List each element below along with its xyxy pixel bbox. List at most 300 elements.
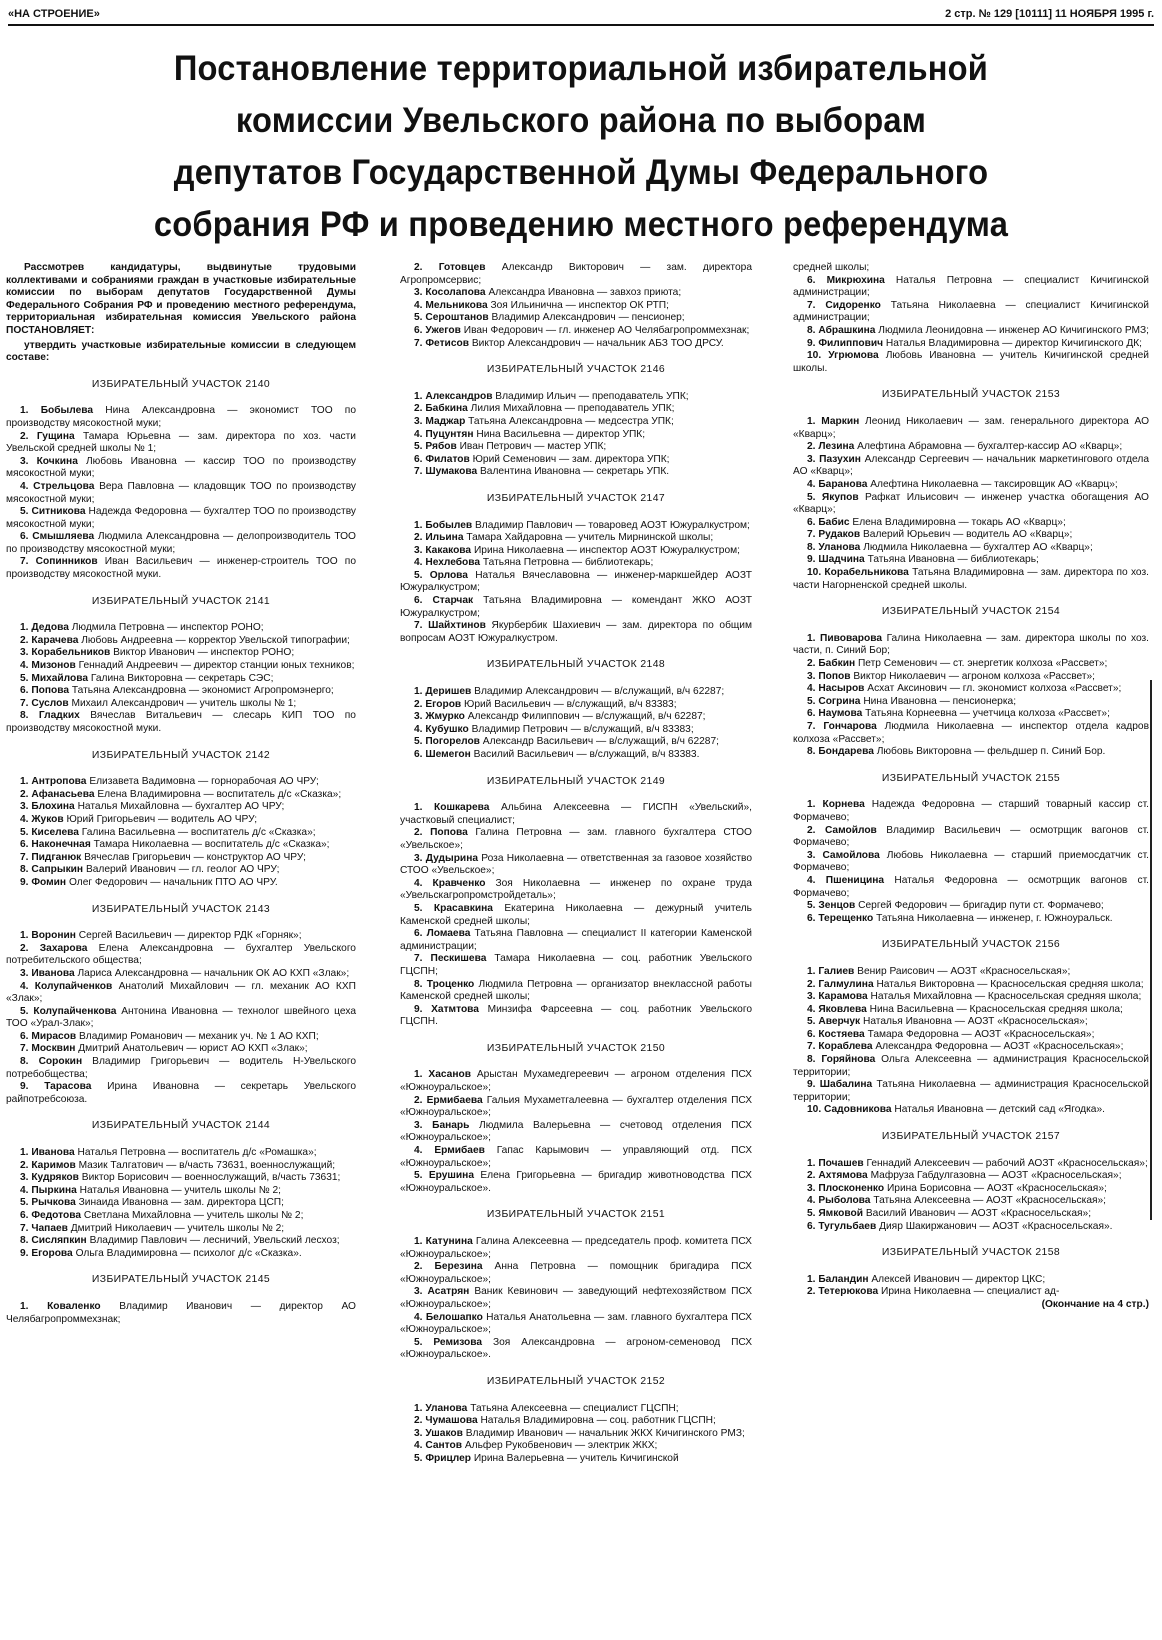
member-entry	[400, 1440, 752, 1453]
member-number: 4.	[807, 683, 816, 695]
member-entry	[6, 660, 356, 673]
member-entry	[6, 647, 356, 660]
member-details: Татьяна Алексеевна — АОЗТ «Красносельская»;	[873, 1195, 1107, 1207]
member-surname: Мирасов	[31, 1030, 77, 1042]
precinct-heading: ИЗБИРАТЕЛЬНЫЙ УЧАСТОК 2141	[91, 595, 271, 607]
member-surname: Ситникова	[31, 506, 86, 518]
member-surname: Шайхтинов	[428, 620, 486, 632]
member-entry	[793, 338, 1149, 351]
member-number: 3.	[414, 711, 423, 723]
member-details: Михаил Александрович — учитель школы № 1;	[71, 697, 297, 709]
member-details: Сергей Васильевич — директор РДК «Горняк»;	[78, 930, 302, 942]
member-details: Галина Николаевна — зам. директора школы по хоз. части, п. Синий Бор;	[793, 632, 1149, 657]
member-number: 9.	[807, 1079, 816, 1091]
member-entry	[400, 403, 752, 416]
member-surname: Ахтямова	[818, 1170, 868, 1182]
member-number: 5.	[20, 826, 29, 838]
member-entry	[400, 1069, 752, 1094]
member-details: Наталья Вячеславовна — инженер-маркшейдер АОЗТ Южуралкустром;	[400, 569, 752, 594]
member-details: Роза Николаевна — ответственная за газовое хозяйство СТОО «Увельское»;	[400, 852, 752, 877]
member-entry	[6, 1056, 356, 1081]
member-details: Татьяна Петровна — библиотекарь;	[482, 557, 654, 569]
headline-line: депутатов Государственной Думы Федерального	[173, 152, 989, 192]
member-details: Нина Васильевна — Красносельская средняя школа;	[869, 1003, 1123, 1015]
member-entry	[793, 350, 1149, 375]
member-surname: Асатрян	[427, 1286, 470, 1298]
member-details: Александр Васильевич — в/служащий, в/ч 62287;	[482, 736, 719, 748]
member-number: 4.	[414, 428, 423, 440]
member-surname: Хасанов	[428, 1069, 471, 1081]
member-surname: Стрельцова	[33, 480, 95, 492]
member-number: 10.	[807, 1104, 822, 1116]
member-number: 9.	[807, 337, 816, 349]
member-entry	[6, 1043, 356, 1056]
member-surname: Пыркина	[31, 1184, 77, 1196]
member-number: 1.	[807, 799, 816, 811]
member-entry	[793, 1221, 1149, 1234]
member-number: 1.	[20, 930, 29, 942]
member-surname: Киселева	[31, 826, 79, 838]
member-details: Наталья Владимировна — соц. работник ГЦСПН;	[480, 1415, 716, 1427]
member-details: Ирина Николаевна — специалист ад-	[881, 1286, 1060, 1298]
member-details: Татьяна Владимировна — зам. директора по хоз. части Нагорненской средней школы.	[793, 567, 1149, 591]
member-number: 5.	[807, 491, 816, 503]
member-number: 6.	[414, 749, 423, 760]
member-number: 4.	[20, 1184, 29, 1196]
member-details: Любовь Андреевна — корректор Увельской типографии;	[81, 634, 350, 646]
member-entry	[400, 878, 752, 903]
member-entry	[400, 903, 752, 928]
member-surname: Чумашова	[425, 1415, 478, 1427]
member-details: Валерий Юрьевич — водитель АО «Кварц»;	[862, 529, 1073, 541]
member-entry	[6, 1081, 356, 1106]
member-entry	[6, 814, 356, 827]
member-entry	[6, 405, 356, 430]
member-details: Ольга Владимировна — психолог д/с «Сказка».	[75, 1247, 302, 1259]
member-number: 1.	[807, 1157, 816, 1169]
member-details: Надежда Федоровна — бухгалтер ТОО по производству мясокостной муки;	[6, 506, 356, 530]
member-number: 8.	[414, 978, 423, 990]
member-details: Дияр Шакиржанович — АОЗТ «Красносельская».	[879, 1220, 1113, 1232]
member-surname: Кочкина	[36, 455, 78, 467]
member-surname: Садовникова	[824, 1104, 892, 1116]
member-surname: Москвин	[31, 1043, 76, 1055]
member-number: 3.	[414, 544, 423, 556]
member-surname: Ермибаев	[434, 1145, 485, 1157]
precinct-heading: ИЗБИРАТЕЛЬНЫЙ УЧАСТОК 2146	[486, 364, 666, 376]
member-details: Зоя Николаевна — инженер по охране труда «Увельскагропромстройдеталь»;	[400, 877, 752, 902]
member-surname: Иванова	[31, 967, 75, 979]
member-entry	[793, 529, 1149, 542]
member-details: Екатерина Николаевна — дежурный учитель Каменской средней школы;	[400, 902, 752, 927]
member-surname: Карачева	[31, 634, 79, 646]
member-details: Владимир Григорьевич — водитель Н-Увельского потребобщества;	[6, 1056, 356, 1080]
member-details: Наталья Петровна — воспитатель д/с «Ромашка»;	[77, 1147, 317, 1159]
member-entry	[400, 1236, 752, 1261]
member-entry	[793, 492, 1149, 517]
member-entry	[793, 658, 1149, 671]
member-entry	[6, 1147, 356, 1160]
member-entry	[400, 338, 752, 351]
member-details: Елена Александровна — бухгалтер Увельского потребительского общества;	[6, 942, 356, 967]
member-number: 5.	[414, 1170, 423, 1182]
member-details: Владимир Ильич — преподаватель УПК;	[495, 390, 689, 402]
member-entry	[793, 517, 1149, 530]
member-number: 8.	[20, 1235, 29, 1247]
member-number: 7.	[807, 1041, 816, 1053]
member-number: 2.	[807, 658, 816, 670]
member-details: Любовь Викторовна — фельдшер п. Синий Бор.	[876, 746, 1106, 758]
member-details: Гапас Карымович — управляющий отд. ПСХ «Южноуральское»;	[400, 1145, 752, 1169]
member-entry	[400, 557, 752, 570]
member-details: Иван Петрович — мастер УПК;	[459, 441, 607, 453]
member-surname: Бобылева	[40, 405, 94, 417]
member-number: 2.	[20, 430, 29, 442]
member-entry	[6, 1185, 356, 1198]
precinct-heading: ИЗБИРАТЕЛЬНЫЙ УЧАСТОК 2148	[486, 659, 666, 671]
member-entry	[6, 506, 356, 531]
member-entry	[6, 827, 356, 840]
member-entry	[400, 1095, 752, 1120]
member-surname: Орлова	[429, 569, 468, 581]
member-number: 9.	[20, 1247, 29, 1259]
member-details: Галина Алексеевна — председатель проф. комитета ПСХ «Южноуральское»;	[400, 1236, 752, 1260]
member-surname: Бабкин	[818, 658, 856, 670]
member-surname: Галмулина	[818, 978, 874, 990]
member-entry	[793, 966, 1149, 979]
member-number: 1.	[807, 965, 816, 977]
member-number: 2.	[414, 1261, 423, 1273]
member-surname: Старчак	[432, 595, 474, 607]
member-surname: Ямковой	[818, 1208, 864, 1219]
precinct-heading: ИЗБИРАТЕЛЬНЫЙ УЧАСТОК 2156	[881, 939, 1061, 951]
member-number: 3.	[807, 991, 816, 1003]
member-entry	[6, 1210, 356, 1223]
member-entry	[400, 312, 752, 325]
member-entry	[400, 441, 752, 454]
member-entry	[6, 622, 356, 635]
issue-line: 2 стр. № 129 [10111] 11 НОЯБРЯ 1995 г.	[945, 8, 1154, 20]
member-surname: Пуцунтян	[425, 428, 474, 440]
member-number: 3.	[20, 455, 29, 467]
member-entry	[400, 532, 752, 545]
member-number: 3.	[20, 967, 29, 979]
member-entry	[793, 708, 1149, 721]
member-details: Владимир Александрович — в/служащий, в/ч 62287;	[474, 686, 725, 698]
member-number: 3.	[807, 849, 816, 861]
member-surname: Горяйнова	[821, 1054, 876, 1066]
precinct-heading: ИЗБИРАТЕЛЬНЫЙ УЧАСТОК 2147	[486, 492, 666, 504]
member-number: 3.	[414, 852, 423, 864]
member-number: 5.	[20, 506, 29, 518]
member-details: Владимир Васильевич — осмотрщик вагонов ст. Формачево;	[793, 824, 1149, 849]
member-entry	[6, 1006, 356, 1031]
member-surname: Блохина	[31, 801, 75, 813]
member-number: 5.	[20, 672, 29, 684]
member-surname: Афанасьева	[31, 788, 95, 800]
member-entry	[793, 875, 1149, 900]
member-number: 8.	[807, 746, 816, 758]
member-details: Наталья Владимировна — директор Кичигинского ДК;	[885, 337, 1142, 349]
member-surname: Сидоренко	[825, 299, 881, 311]
member-entry	[6, 1197, 356, 1210]
member-entry	[793, 721, 1149, 746]
member-entry	[400, 1261, 752, 1286]
member-details: Геннадий Андреевич — директор станции юных техников;	[78, 660, 355, 672]
precinct-heading: ИЗБИРАТЕЛЬНЫЙ УЧАСТОК 2142	[91, 749, 271, 761]
member-details: Виктор Борисович — военнослужащий, в/часть 73631;	[81, 1172, 341, 1184]
member-surname: Самойлова	[822, 849, 880, 861]
member-entry	[400, 724, 752, 737]
member-details: Альфер Рукобвенович — электрик ЖКХ;	[464, 1440, 658, 1452]
member-surname: Шемегон	[425, 749, 471, 760]
member-entry	[793, 799, 1149, 824]
member-details: Светлана Михайловна — учитель школы № 2;	[83, 1210, 304, 1221]
precinct-heading: ИЗБИРАТЕЛЬНЫЙ УЧАСТОК 2158	[881, 1247, 1061, 1259]
member-surname: Гончарова	[823, 721, 877, 732]
member-details: Любовь Николаевна — старший приемосдатчик ст. Формачево;	[793, 849, 1149, 874]
member-number: 1.	[20, 622, 29, 634]
member-surname: Мельникова	[425, 299, 488, 311]
member-entry	[6, 710, 356, 735]
member-surname: Кудряков	[31, 1172, 79, 1184]
member-number: 4.	[414, 723, 423, 735]
member-entry	[400, 749, 752, 762]
member-details: Зоя Ильинична — инспектор ОК РТП;	[490, 299, 669, 311]
member-number: 3.	[414, 415, 423, 427]
member-entry	[6, 685, 356, 698]
precinct-heading: ИЗБИРАТЕЛЬНЫЙ УЧАСТОК 2140	[91, 378, 271, 390]
member-surname: Пазухин	[819, 453, 861, 465]
member-details: Александр Сергеевич — начальник маркетингового отдела АО «Кварц»;	[793, 453, 1149, 478]
member-details: Ваник Кевинович — заведующий нефтехозяйством ПСХ «Южноуральское»;	[400, 1286, 752, 1310]
member-number: 9.	[20, 876, 29, 888]
member-details: Людмила Валерьевна — счетовод отделения ПСХ «Южноуральское»;	[400, 1119, 752, 1144]
member-entry	[6, 1248, 356, 1261]
member-details: Василий Иванович — АОЗТ «Красносельская»;	[865, 1208, 1092, 1219]
member-surname: Фомин	[31, 876, 67, 888]
member-number: 8.	[20, 1056, 29, 1068]
member-surname: Кошкарева	[434, 802, 490, 814]
member-entry	[793, 1170, 1149, 1183]
member-details: Татьяна Владимировна — комендант ЖКО АОЗТ Южуралкустром;	[400, 595, 752, 619]
member-surname: Воронин	[31, 930, 76, 942]
member-details: Людмила Петровна — инспектор РОНО;	[71, 622, 264, 634]
member-details: Анна Петровна — помощник бригадира ПСХ «Южноуральское»;	[400, 1261, 752, 1285]
member-details: Владимир Петрович — в/служащий, в/ч 83383;	[471, 723, 694, 735]
member-entry	[793, 1041, 1149, 1054]
member-details: Наталья Федоровна — осмотрщик вагонов ст. Формачево;	[793, 874, 1149, 899]
member-details: Василий Васильевич — в/служащий, в/ч 83383.	[473, 749, 700, 760]
member-details: Вера Павловна — кладовщик ТОО по производству мясокостной муки;	[6, 480, 356, 505]
member-surname: Колупайченков	[34, 980, 113, 992]
member-number: 7.	[414, 953, 423, 965]
member-surname: Тарасова	[44, 1081, 92, 1093]
member-entry	[6, 968, 356, 981]
member-number: 6.	[414, 453, 423, 465]
member-surname: Ермибаева	[426, 1094, 483, 1106]
member-number: 7.	[20, 697, 29, 709]
member-surname: Погорелов	[425, 736, 480, 748]
member-surname: Кораблева	[818, 1041, 873, 1053]
member-number: 6.	[414, 928, 423, 940]
member-details: Людмила Александровна — делопроизводитель ТОО по производству мясокостной муки;	[6, 531, 356, 555]
member-number: 2.	[20, 634, 29, 646]
member-number: 2.	[807, 1286, 816, 1298]
member-number: 2.	[20, 788, 29, 800]
member-details: Татьяна Николаевна — инженер, г. Южноуральск.	[876, 912, 1113, 924]
member-number: 4.	[414, 1145, 423, 1157]
member-details: Татьяна Павловна — специалист II категории Каменской администрации;	[400, 928, 752, 952]
member-entry	[400, 262, 752, 287]
member-surname: Чапаев	[31, 1222, 68, 1234]
member-details: Наталья Михайловна — Красносельская средняя школа;	[870, 991, 1142, 1003]
member-number: 1.	[20, 776, 29, 788]
member-details: Татьяна Александровна — экономист Агропромэнерго;	[71, 685, 334, 697]
member-number: 7.	[20, 1043, 29, 1055]
member-number: 8.	[807, 541, 816, 553]
member-entry	[793, 416, 1149, 441]
member-entry	[400, 429, 752, 442]
member-details: Виктор Николаевич — агроном колхоза «Рассвет»;	[853, 670, 1095, 682]
member-number: 9.	[807, 554, 816, 566]
intro-text-2: утвердить участковые избирательные комиссии в следующем составе:	[6, 339, 356, 364]
member-entry	[400, 391, 752, 404]
member-surname: Какакова	[425, 544, 472, 556]
member-entry	[6, 531, 356, 556]
member-surname: Корнева	[822, 799, 865, 811]
member-entry	[793, 825, 1149, 850]
precinct-heading: ИЗБИРАТЕЛЬНЫЙ УЧАСТОК 2151	[486, 1209, 666, 1221]
member-surname: Маджар	[425, 415, 466, 427]
member-entry	[400, 325, 752, 338]
member-entry	[400, 853, 752, 878]
member-number: 5.	[414, 441, 423, 453]
member-number: 7.	[414, 466, 423, 478]
member-details: Минзифа Фарсеевна — соц. работник Увельского ГЦСПН.	[400, 1003, 753, 1028]
member-entry	[6, 930, 356, 943]
member-number: 4.	[414, 1440, 423, 1452]
member-number: 8.	[20, 864, 29, 876]
member-entry	[400, 736, 752, 749]
member-surname: Смышляева	[32, 531, 95, 543]
member-details: Дмитрий Анатольевич — юрист АО КХП «Злак»;	[78, 1043, 308, 1055]
member-details: Наталья Ивановна — детский сад «Ягодка».	[894, 1104, 1105, 1116]
member-details: Владимир Иванович — директор АО Челябагропроммехзнак;	[6, 1300, 356, 1325]
member-entry	[6, 801, 356, 814]
member-details: Наталья Ивановна — АОЗТ «Красносельская»;	[863, 1016, 1088, 1028]
member-entry	[6, 431, 356, 456]
member-details: Ирина Валерьевна — учитель Кичигинской	[473, 1452, 679, 1464]
member-entry	[793, 1158, 1149, 1171]
member-surname: Каримов	[31, 1159, 76, 1171]
member-surname: Попова	[430, 827, 468, 839]
member-surname: Шадчина	[818, 554, 865, 566]
member-surname: Попова	[31, 685, 70, 697]
member-entry	[400, 686, 752, 699]
member-number: 6.	[20, 685, 29, 697]
member-details: Геннадий Алексеевич — рабочий АОЗТ «Красносельская»;	[866, 1157, 1148, 1169]
member-details: Елена Владимировна — токарь АО «Кварц»;	[852, 516, 1066, 528]
member-entry	[6, 635, 356, 648]
member-number: 1.	[414, 519, 423, 531]
member-entry	[793, 991, 1149, 1004]
member-number: 4.	[20, 480, 29, 492]
member-surname: Бобылев	[425, 519, 473, 531]
member-entry	[6, 698, 356, 711]
member-details: Елена Григорьевна — бригадир животноводства ПСХ «Южноуральское».	[400, 1170, 752, 1194]
member-number: 1.	[414, 1236, 423, 1247]
member-surname: Сисляпкин	[31, 1235, 87, 1247]
member-surname: Сантов	[425, 1440, 462, 1452]
continuation-note: (Окончание на 4 стр.)	[1041, 1298, 1149, 1310]
member-entry	[400, 545, 752, 558]
member-entry	[400, 570, 752, 595]
member-entry	[400, 711, 752, 724]
member-surname: Корабельникова	[824, 567, 909, 579]
member-number: 3.	[807, 1182, 816, 1194]
member-details: Гальия Мухаметгалеевна — бухгалтер отделения ПСХ «Южноуральское»;	[400, 1094, 752, 1119]
member-number: 6.	[807, 1220, 816, 1232]
headline-line: Постановление территориальной избирательной	[173, 48, 989, 88]
member-surname: Баландин	[818, 1273, 869, 1285]
member-surname: Мизонов	[31, 660, 76, 672]
member-surname: Сорокин	[38, 1056, 83, 1068]
member-entry	[793, 275, 1149, 300]
headline	[74, 42, 1088, 250]
member-details: Галина Викторовна — секретарь СЭС;	[90, 672, 274, 684]
member-number: 1.	[807, 1273, 816, 1285]
member-number: 2.	[414, 262, 423, 273]
member-details: Людмила Леонидовна — инженер АО Кичигинского РМЗ;	[878, 324, 1149, 336]
member-entry	[793, 850, 1149, 875]
member-number: 6.	[807, 274, 816, 286]
member-number: 6.	[414, 324, 423, 336]
member-surname: Филиппович	[818, 337, 884, 349]
member-entry	[793, 479, 1149, 492]
member-details: Лилия Михайловна — преподаватель УПК;	[470, 403, 675, 415]
member-number: 4.	[807, 1003, 816, 1015]
member-surname: Хатмтова	[431, 1003, 479, 1015]
member-surname: Ерушина	[428, 1170, 474, 1182]
member-number: 3.	[807, 670, 816, 682]
member-surname: Бабис	[818, 516, 850, 528]
member-surname: Дедова	[31, 622, 69, 634]
member-details: Татьяна Николаевна — администрация Красносельской территории;	[793, 1079, 1149, 1103]
member-number: 4.	[807, 874, 816, 886]
member-number: 5.	[414, 312, 423, 324]
member-details: Тамара Федоровна — АОЗТ «Красносельская»;	[867, 1028, 1095, 1040]
member-details: Наталья Викторовна — Красносельская средняя школа;	[876, 978, 1144, 990]
member-number: 2.	[414, 698, 423, 710]
member-details: Александр Филиппович — в/служащий, в/ч 62287;	[467, 711, 706, 723]
member-details: Тамара Николаевна — воспитатель д/с «Сказка»;	[93, 839, 330, 851]
member-details: Ольга Алексеевна — администрация Красносельской территории;	[793, 1054, 1149, 1078]
member-details: Александра Ивановна — завхоз приюта;	[488, 287, 682, 299]
member-details: Татьяна Корнеевна — учетчица колхоза «Рассвет»;	[865, 708, 1110, 720]
member-entry	[400, 620, 752, 645]
member-surname: Попов	[818, 670, 851, 682]
member-details: Татьяна Ивановна — библиотекарь;	[867, 554, 1039, 566]
member-surname: Костяева	[818, 1028, 865, 1040]
paper-name: «НА СТРОЕНИЕ»	[8, 8, 100, 20]
member-number: 5.	[20, 1005, 29, 1017]
member-entry	[793, 1016, 1149, 1029]
precinct-heading: ИЗБИРАТЕЛЬНЫЙ УЧАСТОК 2145	[91, 1274, 271, 1286]
member-surname: Угрюмова	[828, 350, 879, 362]
member-surname: Деришев	[425, 686, 472, 698]
member-surname: Рычкова	[31, 1197, 76, 1209]
